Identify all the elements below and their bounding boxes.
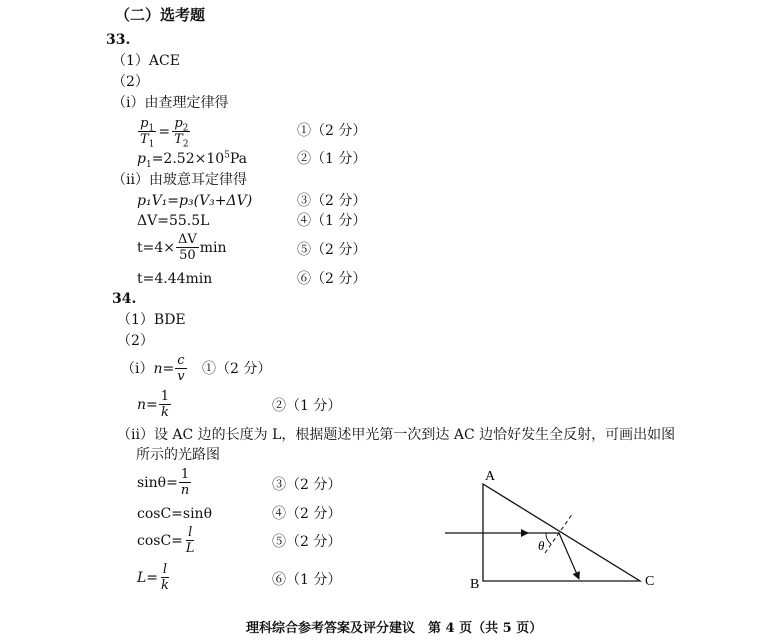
p1-var: p <box>140 116 149 131</box>
q34-score1: ①（2 分） <box>202 361 272 377</box>
eq2-sup: 5 <box>224 150 230 161</box>
q34-part1: （1）BDE <box>117 312 186 328</box>
q34-score3: ③（2 分） <box>272 477 342 493</box>
p1-sub: 1 <box>148 123 155 134</box>
eq2-unit: Pa <box>229 151 248 167</box>
q34-eq1-num: c <box>177 353 185 368</box>
q34-eq3-num: 1 <box>180 467 190 482</box>
eq5-prefix: t=4× <box>137 239 175 256</box>
q34-eq2-left: n= <box>137 396 158 413</box>
q34-eq2-num: 1 <box>160 389 170 404</box>
label-theta: θ <box>538 538 545 553</box>
q34-part2: （2） <box>117 333 154 349</box>
q33-score1: ①（2 分） <box>297 123 367 139</box>
q33-sub-i-label: （i）由查理定律得 <box>112 95 229 111</box>
q34-eq5 <box>137 526 198 555</box>
q34-eq2-den: k <box>160 405 169 420</box>
q34-eq6-den: k <box>161 578 169 593</box>
q33-score5: ⑤（2 分） <box>297 242 367 258</box>
q33-score3: ③（2 分） <box>297 193 367 209</box>
q33-score4: ④（1 分） <box>297 213 367 229</box>
q34-sub-ii-line2: 所示的光路图 <box>136 447 220 463</box>
t1-sub: 1 <box>148 139 155 150</box>
eq5-unit: min <box>199 239 227 256</box>
q34-eq5-left: cosC= <box>137 532 183 549</box>
eq2-val: =2.52×10 <box>151 151 225 167</box>
q34-eq3-den: n <box>180 483 190 498</box>
label-a: A <box>485 469 496 484</box>
q34-score6: ⑥（1 分） <box>272 572 342 588</box>
label-c: C <box>645 574 655 589</box>
q33-part2: （2） <box>112 74 149 90</box>
q34-eq1-left: n= <box>153 360 175 377</box>
q34-eq6 <box>137 563 172 592</box>
t2-var: T <box>174 132 183 147</box>
t1-var: T <box>140 132 149 147</box>
p2-var: p <box>174 116 183 131</box>
q34-eq5-num: l <box>188 525 193 540</box>
q33-number: 33. <box>106 32 131 48</box>
eq2-p: p <box>137 151 146 167</box>
q34-eq6-num: l <box>162 562 168 577</box>
reflected-ray <box>559 533 579 579</box>
prism-diagram <box>440 465 670 593</box>
eq5-den: 50 <box>179 248 196 263</box>
section-heading: （二）选考题 <box>115 6 206 24</box>
q33-eq5 <box>137 233 227 262</box>
q34-eq3-left: sinθ= <box>137 474 178 491</box>
q33-eq3: p₁V₁=p₃(V₃+ΔV) <box>137 193 253 209</box>
q34-score5: ⑤（2 分） <box>272 534 342 550</box>
eq2-sub: 1 <box>145 159 152 170</box>
q34-score4: ④（2 分） <box>272 506 342 522</box>
q34-eq3 <box>137 468 192 497</box>
q33-eq1: $\frac{p_1}{T_1}$ = $\frac{p_2}{T_2}$ <box>140 116 189 150</box>
q33-score6: ⑥（2 分） <box>297 271 367 287</box>
theta-arc <box>546 533 551 544</box>
q33-sub-ii-label: （ii）由玻意耳定律得 <box>112 172 247 188</box>
q33-eq2 <box>137 150 248 170</box>
q34-eq4: cosC=sinθ <box>137 506 213 522</box>
q34-number: 34. <box>112 291 137 307</box>
q34-eq5-den: L <box>185 541 195 556</box>
page-footer: 理科综合参考答案及评分建议 第 4 页（共 5 页） <box>246 621 543 636</box>
q34-score2: ②（1 分） <box>272 398 342 414</box>
p2-sub: 2 <box>182 123 189 134</box>
q34-eq6-left: L= <box>137 569 159 586</box>
q34-sub-i-prefix: （i） <box>121 360 154 377</box>
q33-score2: ②（1 分） <box>297 151 367 167</box>
q33-part1: （1）ACE <box>112 53 180 69</box>
q34-eq2 <box>137 390 172 419</box>
q33-eq4: ΔV=55.5L <box>137 213 210 229</box>
q33-eq6: t=4.44min <box>137 271 213 287</box>
q34-sub-ii-line1: （ii）设 AC 边的长度为 L，根据题述甲光第一次到达 AC 边恰好发生全反射，可画出如图 <box>117 427 676 443</box>
t2-sub: 2 <box>182 139 189 150</box>
q34-eq1 <box>121 354 188 383</box>
eq5-num: ΔV <box>178 232 197 247</box>
q34-eq1-den: v <box>177 369 185 384</box>
label-b: B <box>470 577 480 592</box>
